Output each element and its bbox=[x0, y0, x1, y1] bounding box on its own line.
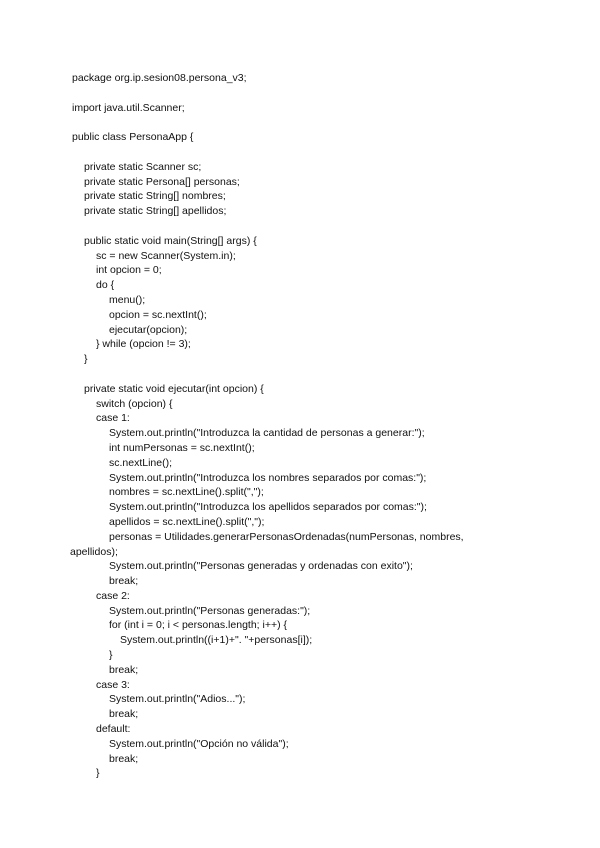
code-line: System.out.println("Introduzca los apellidos separados por comas:"); bbox=[109, 501, 427, 514]
code-line bbox=[72, 367, 532, 382]
code-line bbox=[72, 219, 532, 234]
code-line: package org.ip.sesion08.persona_v3; bbox=[72, 72, 247, 84]
code-line bbox=[72, 86, 532, 101]
code-line: case 2: bbox=[96, 589, 130, 602]
code-line: System.out.println("Opción no válida"); bbox=[109, 737, 289, 750]
code-line: System.out.println("Introduzca los nombres separados por comas:"); bbox=[109, 471, 427, 484]
code-line: nombres = sc.nextLine().split(","); bbox=[109, 486, 264, 499]
code-line: menu(); bbox=[109, 293, 146, 306]
code-line: private static void ejecutar(int opcion) { bbox=[84, 382, 264, 395]
code-line: import java.util.Scanner; bbox=[72, 101, 185, 114]
code-line: public class PersonaApp { bbox=[72, 131, 194, 144]
code-line: private static Scanner sc; bbox=[84, 160, 202, 173]
code-line: public static void main(String[] args) { bbox=[84, 234, 257, 247]
code-line: break; bbox=[109, 575, 139, 588]
code-line: private static String[] apellidos; bbox=[84, 205, 227, 218]
code-line: int numPersonas = sc.nextInt(); bbox=[109, 441, 255, 454]
code-listing bbox=[72, 71, 532, 781]
code-line: break; bbox=[109, 752, 139, 765]
code-line: System.out.println("Introduzca la cantidad de personas a generar:"); bbox=[109, 427, 425, 440]
code-line: sc = new Scanner(System.in); bbox=[96, 249, 236, 262]
code-line: } bbox=[84, 353, 88, 366]
code-line: break; bbox=[109, 708, 139, 721]
code-line: System.out.println("Personas generadas y ordenadas con exito"); bbox=[109, 560, 413, 573]
code-line bbox=[72, 115, 532, 130]
code-line: default: bbox=[96, 723, 131, 736]
code-line: System.out.println("Adios..."); bbox=[109, 693, 246, 706]
code-line: ejecutar(opcion); bbox=[109, 323, 188, 336]
code-line: } bbox=[96, 767, 100, 780]
code-line: int opcion = 0; bbox=[96, 264, 162, 277]
code-line: switch (opcion) { bbox=[96, 397, 173, 410]
code-line: private static Persona[] personas; bbox=[84, 175, 240, 188]
code-line: case 3: bbox=[96, 678, 130, 691]
code-line: case 1: bbox=[96, 412, 130, 425]
code-line: private static String[] nombres; bbox=[84, 190, 226, 203]
code-line: } while (opcion != 3); bbox=[96, 338, 191, 351]
code-line: do { bbox=[96, 279, 115, 292]
code-line: for (int i = 0; i < personas.length; i++) { bbox=[109, 619, 288, 632]
code-line: opcion = sc.nextInt(); bbox=[109, 308, 207, 321]
code-line: sc.nextLine(); bbox=[109, 456, 173, 469]
code-line: personas = Utilidades.generarPersonasOrdenadas(numPersonas, nombres, bbox=[109, 530, 464, 543]
code-line: } bbox=[109, 649, 113, 662]
code-line: System.out.println((i+1)+". "+personas[i]); bbox=[120, 634, 313, 647]
code-line: break; bbox=[109, 663, 139, 676]
code-line: apellidos); bbox=[70, 545, 118, 558]
code-line: apellidos = sc.nextLine().split(","); bbox=[109, 515, 265, 528]
code-line bbox=[72, 145, 532, 160]
code-line: System.out.println("Personas generadas:"); bbox=[109, 604, 311, 617]
